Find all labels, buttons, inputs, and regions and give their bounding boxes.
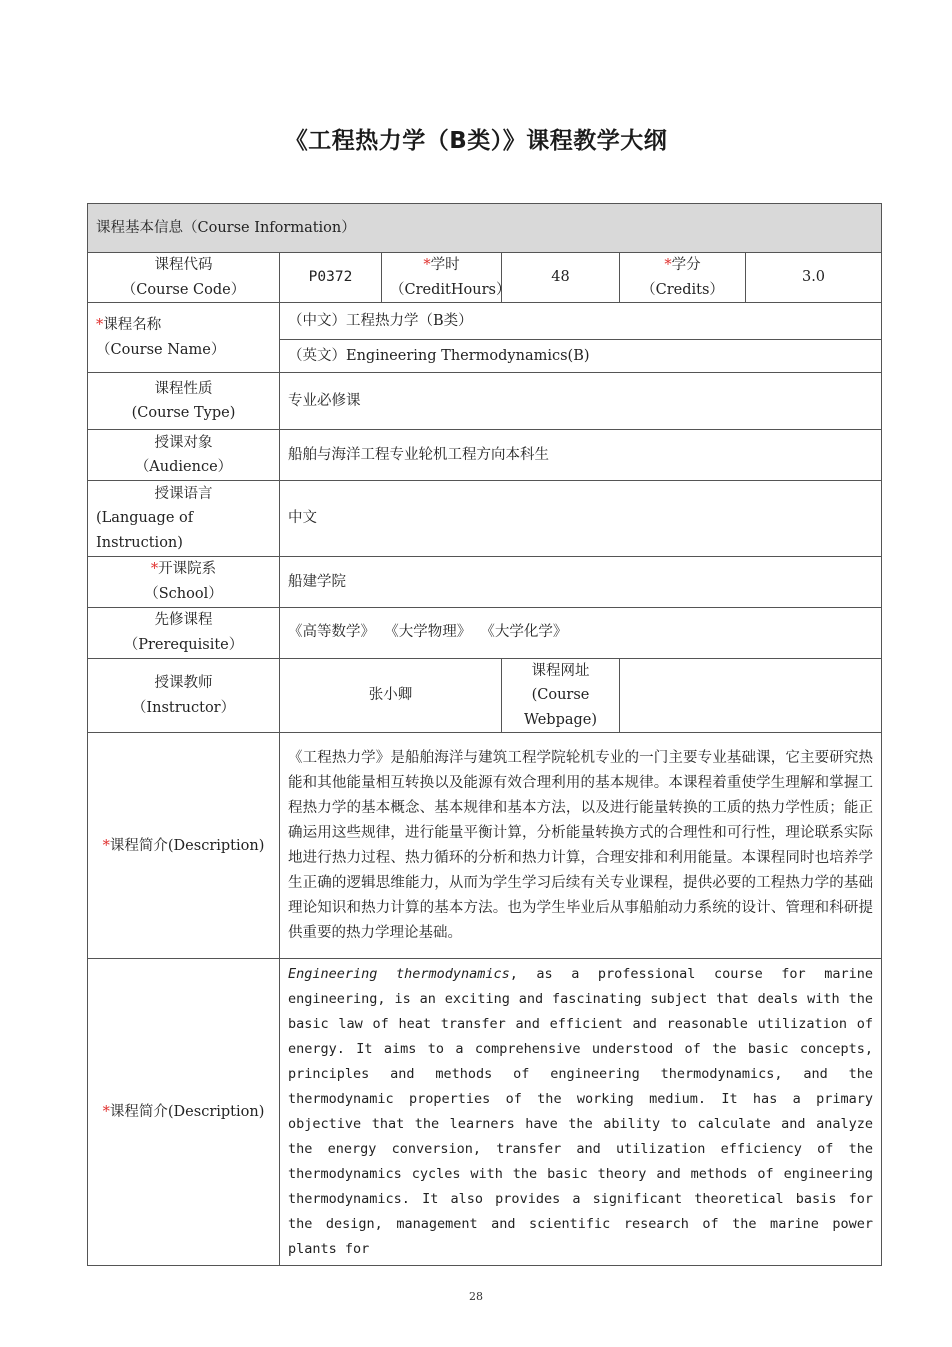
course-code-label-en: （Course Code）	[121, 281, 246, 298]
prerequisite-label-en: （Prerequisite）	[123, 636, 244, 653]
description-zh-label-text: 课程简介(Description)	[109, 837, 265, 854]
required-mark: *	[96, 317, 104, 334]
course-type-label-en: (Course Type)	[131, 405, 236, 422]
required-mark: *	[150, 561, 159, 578]
course-type-label-zh: 课程性质	[154, 380, 213, 397]
hours-label-en: （CreditHours）	[390, 281, 511, 298]
required-mark: *	[423, 257, 431, 273]
description-en-label	[88, 959, 280, 1266]
webpage-label-en: (Course Webpage)	[523, 687, 598, 728]
school-label-zh: 开课院系	[158, 561, 217, 578]
hours-value: 48	[502, 253, 620, 303]
language-label-en: (Language of Instruction)	[96, 510, 194, 552]
language-value: 中文	[280, 481, 882, 557]
required-mark: *	[102, 1104, 110, 1121]
description-en-italic: Engineering thermodynamics	[288, 966, 510, 983]
webpage-label	[502, 658, 620, 733]
language-label-zh: 授课语言	[154, 485, 213, 502]
webpage-value	[620, 658, 882, 733]
hours-label-zh: 学时	[430, 257, 460, 273]
description-en-label-text: 课程简介(Description)	[109, 1104, 265, 1121]
credits-label	[620, 253, 746, 303]
hours-label	[382, 253, 511, 303]
course-name-label-zh: 课程名称	[103, 317, 162, 334]
document-title: 《工程热力学（B类）》课程教学大纲	[284, 128, 668, 154]
prerequisite-label	[88, 607, 280, 658]
course-code-value: P0372	[280, 253, 382, 303]
page-number: 28	[469, 1290, 483, 1303]
course-name-label-en: （Course Name）	[96, 341, 226, 358]
audience-label-zh: 授课对象	[154, 434, 213, 451]
school-label-en: （School）	[144, 585, 223, 602]
credits-label-en: （Credits）	[641, 281, 724, 298]
audience-label	[88, 430, 280, 481]
prerequisite-value: 《高等数学》 《大学物理》 《大学化学》	[280, 607, 882, 658]
instructor-value: 张小卿	[280, 658, 502, 733]
course-code-label-zh: 课程代码	[154, 257, 213, 273]
instructor-label	[88, 658, 280, 733]
audience-value: 船舶与海洋工程专业轮机工程方向本科生	[280, 430, 882, 481]
language-label	[88, 481, 280, 557]
credits-label-zh: 学分	[671, 257, 701, 273]
required-mark: *	[102, 837, 110, 854]
required-mark: *	[664, 257, 672, 273]
course-type-label	[88, 373, 280, 430]
instructor-label-zh: 授课教师	[154, 674, 213, 691]
credits-value: 3.0	[746, 253, 882, 303]
school-label	[88, 557, 280, 607]
course-name-label	[88, 303, 280, 373]
course-info-table	[87, 203, 882, 1266]
webpage-label-zh: 课程网址	[531, 662, 590, 679]
description-zh-label	[88, 733, 280, 959]
course-name-en-value: （英文）Engineering Thermodynamics(B)	[280, 340, 882, 373]
prerequisite-label-zh: 先修课程	[154, 611, 213, 628]
description-en-body: , as a professional course for marine engineering, is an exciting and fascinating subject that deals with the basic law of heat transfer and efficient and reasonable utilization of energy. It aims to a comprehensive understood of the basic concepts, principles and methods of engineering thermodynamics, and the thermodynamic properties of the working medium. It has a primary objective that the learners have the ability to calculate and analyze the energy conversion, transfer and utilization efficiency of the thermodynamics cycles with the basic theory and methods of engineering thermodynamics. It also provides a significant theoretical basis for the design, management and scientific research of the marine power plants for	[288, 966, 873, 1258]
section-header: 课程基本信息（Course Information）	[88, 204, 882, 253]
instructor-label-en: （Instructor）	[131, 699, 236, 716]
course-name-zh-value: （中文）工程热力学（B类）	[280, 303, 882, 340]
description-en-text	[280, 959, 882, 1266]
course-code-label	[88, 253, 280, 303]
school-value: 船建学院	[280, 557, 882, 607]
course-type-value: 专业必修课	[280, 373, 882, 430]
audience-label-en: （Audience）	[134, 459, 233, 476]
description-zh-text: 《工程热力学》是船舶海洋与建筑工程学院轮机专业的一门主要专业基础课，它主要研究热能和其他能量相互转换以及能源有效合理利用的基本规律。本课程着重使学生理解和掌握工程热力学的基本概念、基本规律和基本方法，以及进行能量转换的工质的热力学性质；能正确运用这些规律，进行能量平衡计算，分析能量转换方式的合理性和可行性，理论联系实际地进行热力过程、热力循环的分析和热力计算，合理安排和利用能量。本课程同时也培养学生正确的逻辑思维能力，从而为学生学习后续有关专业课程，提供必要的工程热力学的基础理论知识和热力计算的基本方法。也为学生毕业后从事船舶动力系统的设计、管理和科研提供重要的热力学理论基础。	[280, 733, 882, 959]
